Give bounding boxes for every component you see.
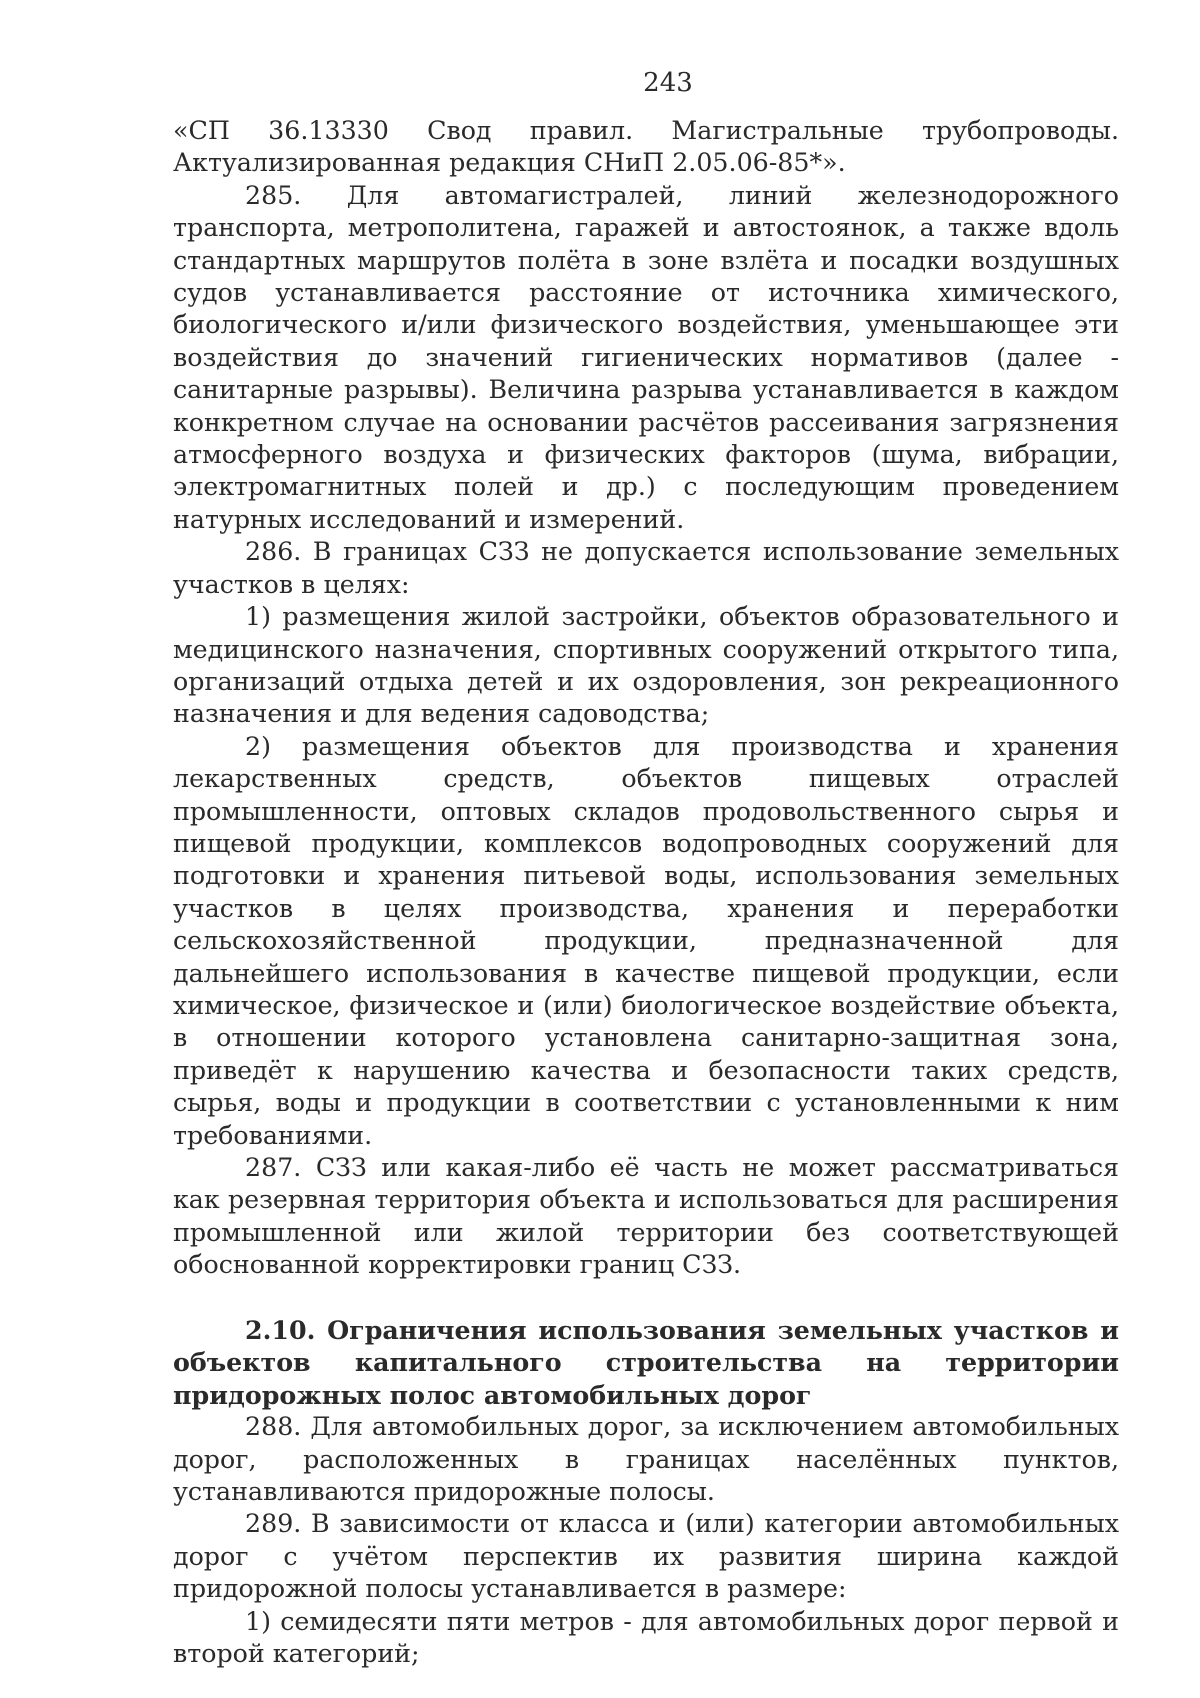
- paragraph-287: 287. СЗЗ или какая-либо её часть не может рассматриваться как резервная территория объекта и использоваться для расширения промышленной или жилой территории без соответствующей обоснованной корректировки границ СЗЗ.: [173, 1153, 1119, 1280]
- paragraph-285: 285. Для автомагистралей, линий железнодорожного транспорта, метрополитена, гаражей и автостоянок, а также вдоль стандартных маршрутов полёта в зоне взлёта и посадки воздушных судов устанавливается расстояние от источника химического, биологического и/или физического воздействия, уменьшающее эти воздействия до значений гигиенических нормативов (далее - санитарные разрывы). Величина разрыва устанавливается в каждом конкретном случае на основании расчётов рассеивания загрязнения атмосферного воздуха и физических факторов (шума, вибрации, электромагнитных полей и др.) с последующим проведением натурных исследований и измерений.: [173, 180, 1119, 534]
- document-body: [173, 115, 1119, 1670]
- paragraph-286: 286. В границах СЗЗ не допускается использование земельных участков в целях:: [173, 537, 1119, 599]
- paragraph-intro: «СП 36.13330 Свод правил. Магистральные трубопроводы. Актуализированная редакция СНиП 2.05.06-85*».: [173, 116, 1119, 178]
- section-heading: 2.10. Ограничения использования земельных участков и объектов капитального строительства на территории придорожных полос автомобильных дорог: [173, 1315, 1119, 1410]
- paragraph-289-item-1: 1) семидесяти пяти метров - для автомобильных дорог первой и второй категорий;: [173, 1606, 1119, 1669]
- paragraph-288: 288. Для автомобильных дорог, за исключением автомобильных дорог, расположенных в границах населённых пунктов, устанавливаются придорожные полосы.: [173, 1412, 1119, 1507]
- page-number: 243: [643, 68, 693, 98]
- paragraph-289: 289. В зависимости от класса и (или) категории автомобильных дорог с учётом перспектив их развития ширина каждой придорожной полосы устанавливается в размере:: [173, 1509, 1119, 1604]
- paragraph-286-item-1: 1) размещения жилой застройки, объектов образовательного и медицинского назначения, спортивных сооружений открытого типа, организаций отдыха детей и их оздоровления, зон рекреационного назначения и для ведения садоводства;: [173, 602, 1119, 729]
- paragraph-286-item-2: 2) размещения объектов для производства и хранения лекарственных средств, объектов пищевых отраслей промышленности, оптовых складов продовольственного сырья и пищевой продукции, комплексов водопроводных сооружений для подготовки и хранения питьевой воды, использования земельных участков в целях производства, хранения и переработки сельскохозяйственной продукции, предназначенной для дальнейшего использования в качестве пищевой продукции, если химическое, физическое и (или) биологическое воздействие объекта, в отношении которого установлена санитарно-защитная зона, приведёт к нарушению качества и безопасности таких средств, сырья, воды и продукции в соответствии с установленными к ним требованиями.: [173, 731, 1119, 1150]
